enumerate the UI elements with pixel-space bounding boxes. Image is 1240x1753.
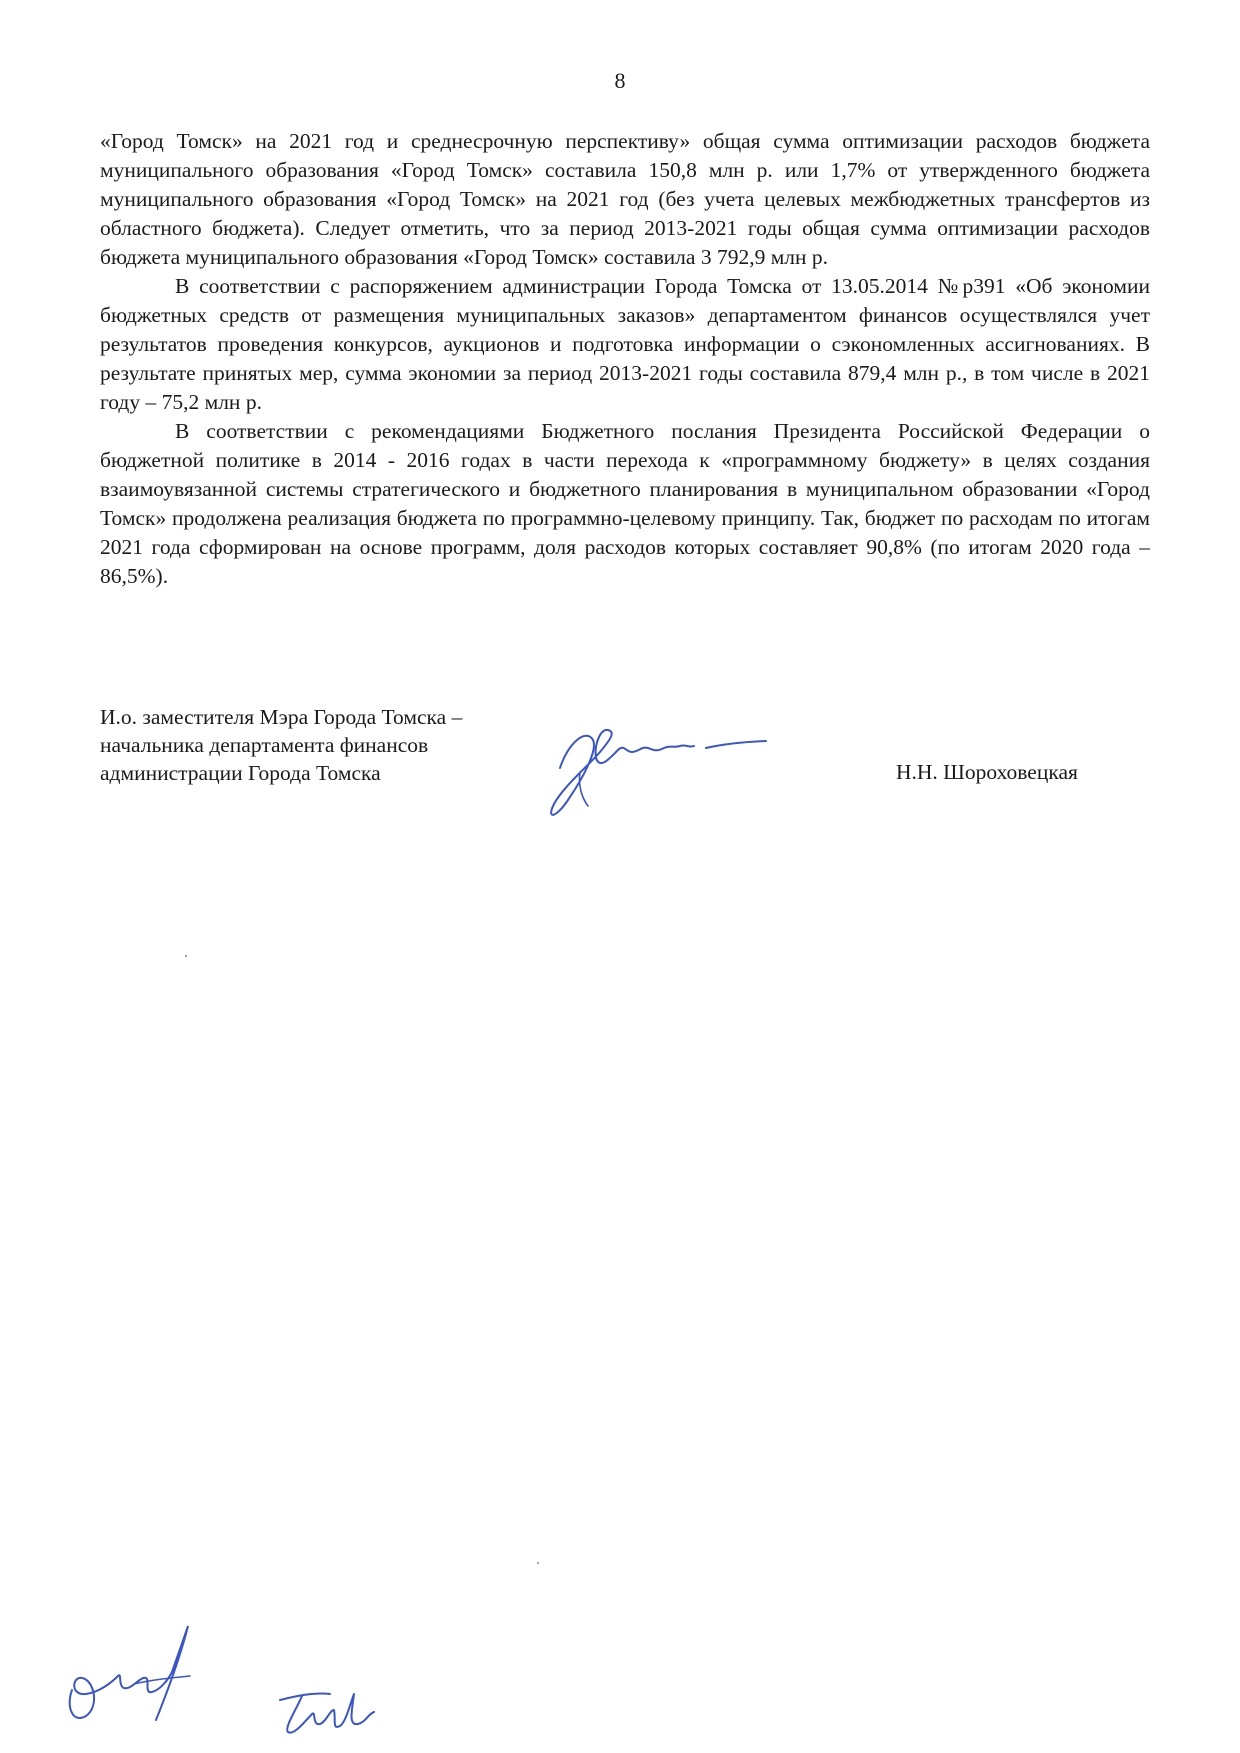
handwritten-signature: [538, 708, 768, 828]
document-body: [100, 127, 1150, 591]
visa-signature-1: [60, 1620, 210, 1730]
position-line-2: начальника департамента финансов: [100, 733, 429, 757]
scan-speck: [185, 955, 187, 957]
paragraph-1: «Город Томск» на 2021 год и среднесрочную перспективу» общая сумма оптимизации расходов бюджета муниципального образования «Город Томск» составила 150,8 млн р. или 1,7% от утвержденного бюджета муниципального образования «Город Томск» на 2021 год (без учета целевых межбюджетных трансфертов из областного бюджета). Следует отметить, что за период 2013-2021 годы общая сумма оптимизации расходов бюджета муниципального образования «Город Томск» составила 3 792,9 млн р.: [100, 129, 1150, 269]
scan-speck: [537, 1562, 539, 1564]
signatory-position: [100, 703, 462, 787]
visa-signature-2: [272, 1680, 382, 1740]
page-number: 8: [614, 68, 626, 93]
paragraph-2: В соответствии с распоряжением администрации Города Томска от 13.05.2014 №р391 «Об экономии бюджетных средств от размещения муниципальных заказов» департаментом финансов осуществлялся учет результатов проведения конкурсов, аукционов и подготовка информации о сэкономленных ассигнованиях. В результате принятых мер, сумма экономии за период 2013-2021 годы составила 879,4 млн р., в том числе в 2021 году – 75,2 млн р.: [100, 274, 1150, 414]
position-line-1: И.о. заместителя Мэра Города Томска –: [100, 705, 463, 729]
paragraph-3: В соответствии с рекомендациями Бюджетного послания Президента Российской Федерации о бюджетной политике в 2014 - 2016 годах в части перехода к «программному бюджету» в целях создания взаимоувязанной системы стратегического и бюджетного планирования в муниципальном образовании «Город Томск» продолжена реализация бюджета по программно-целевому принципу. Так, бюджет по расходам по итогам 2021 года сформирован на основе программ, доля расходов которых составляет 90,8% (по итогам 2020 года – 86,5%).: [100, 419, 1150, 588]
signer-name: Н.Н. Шороховецкая: [896, 760, 1078, 784]
position-line-3: администрации Города Томска: [100, 761, 381, 785]
